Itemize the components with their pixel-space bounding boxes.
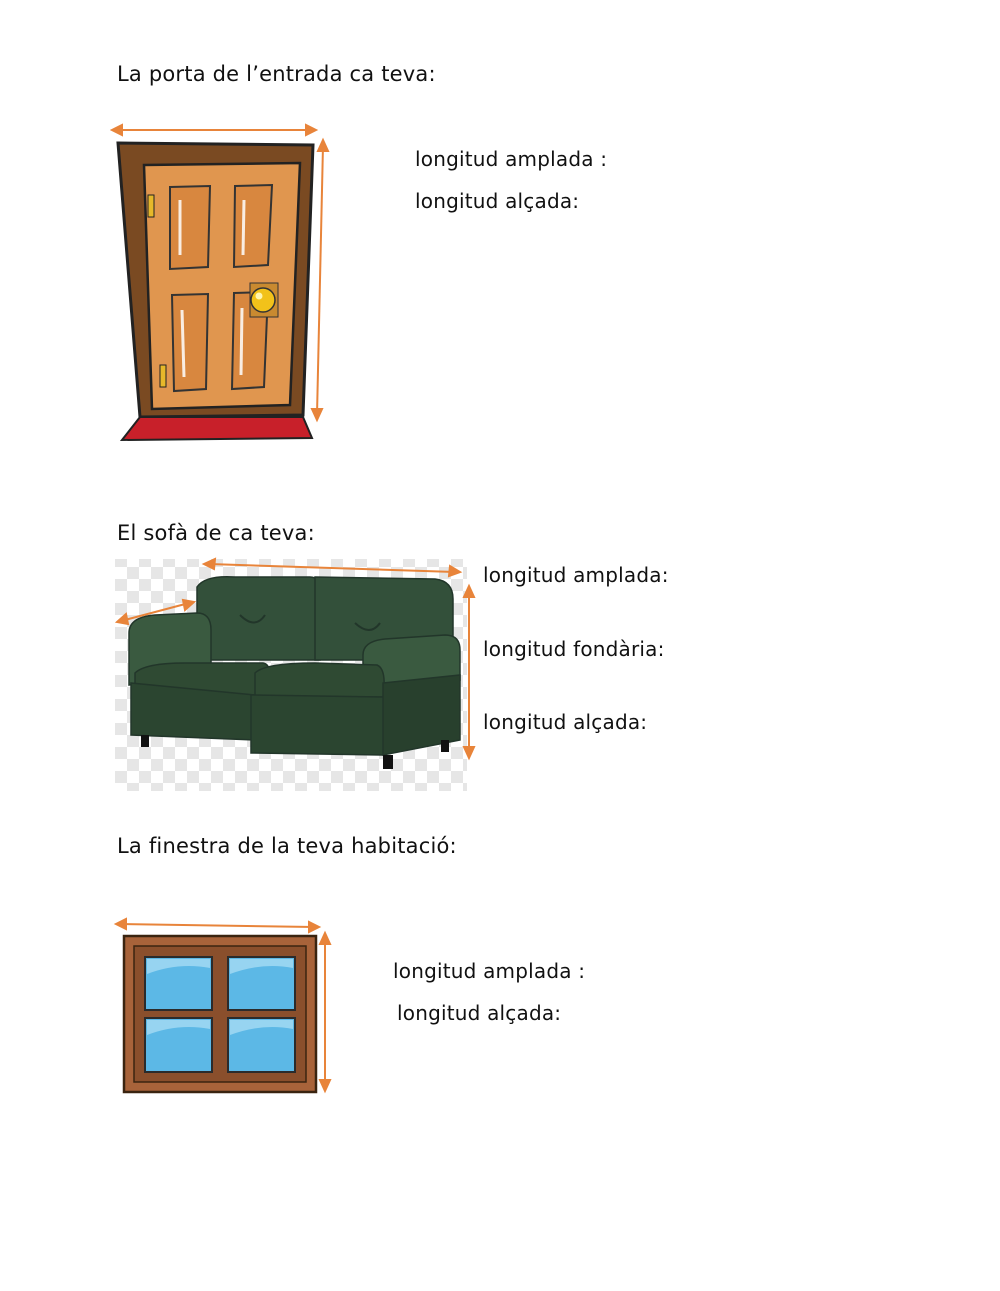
sofa-width-label: longitud amplada: — [483, 563, 669, 587]
sofa-depth-label: longitud fondària: — [483, 637, 665, 661]
window-height-label: longitud alçada: — [397, 1001, 562, 1025]
window-width-arrow — [116, 919, 319, 932]
window-illustration — [112, 912, 342, 1102]
sofa-height-label: longitud alçada: — [483, 710, 648, 734]
door-height-label: longitud alçada: — [415, 189, 580, 213]
door-width-arrow — [112, 125, 316, 135]
door-width-label: longitud amplada : — [415, 147, 608, 171]
sofa-heading: El sofà de ca teva: — [117, 521, 315, 545]
door-illustration — [110, 115, 340, 450]
sofa-illustration — [115, 555, 480, 795]
window-heading: La finestra de la teva habitació: — [117, 834, 457, 858]
door-heading: La porta de l’entrada ca teva: — [117, 62, 436, 86]
window-width-label: longitud amplada : — [393, 959, 586, 983]
window-height-arrow — [320, 933, 330, 1091]
door-height-arrow — [312, 140, 328, 420]
